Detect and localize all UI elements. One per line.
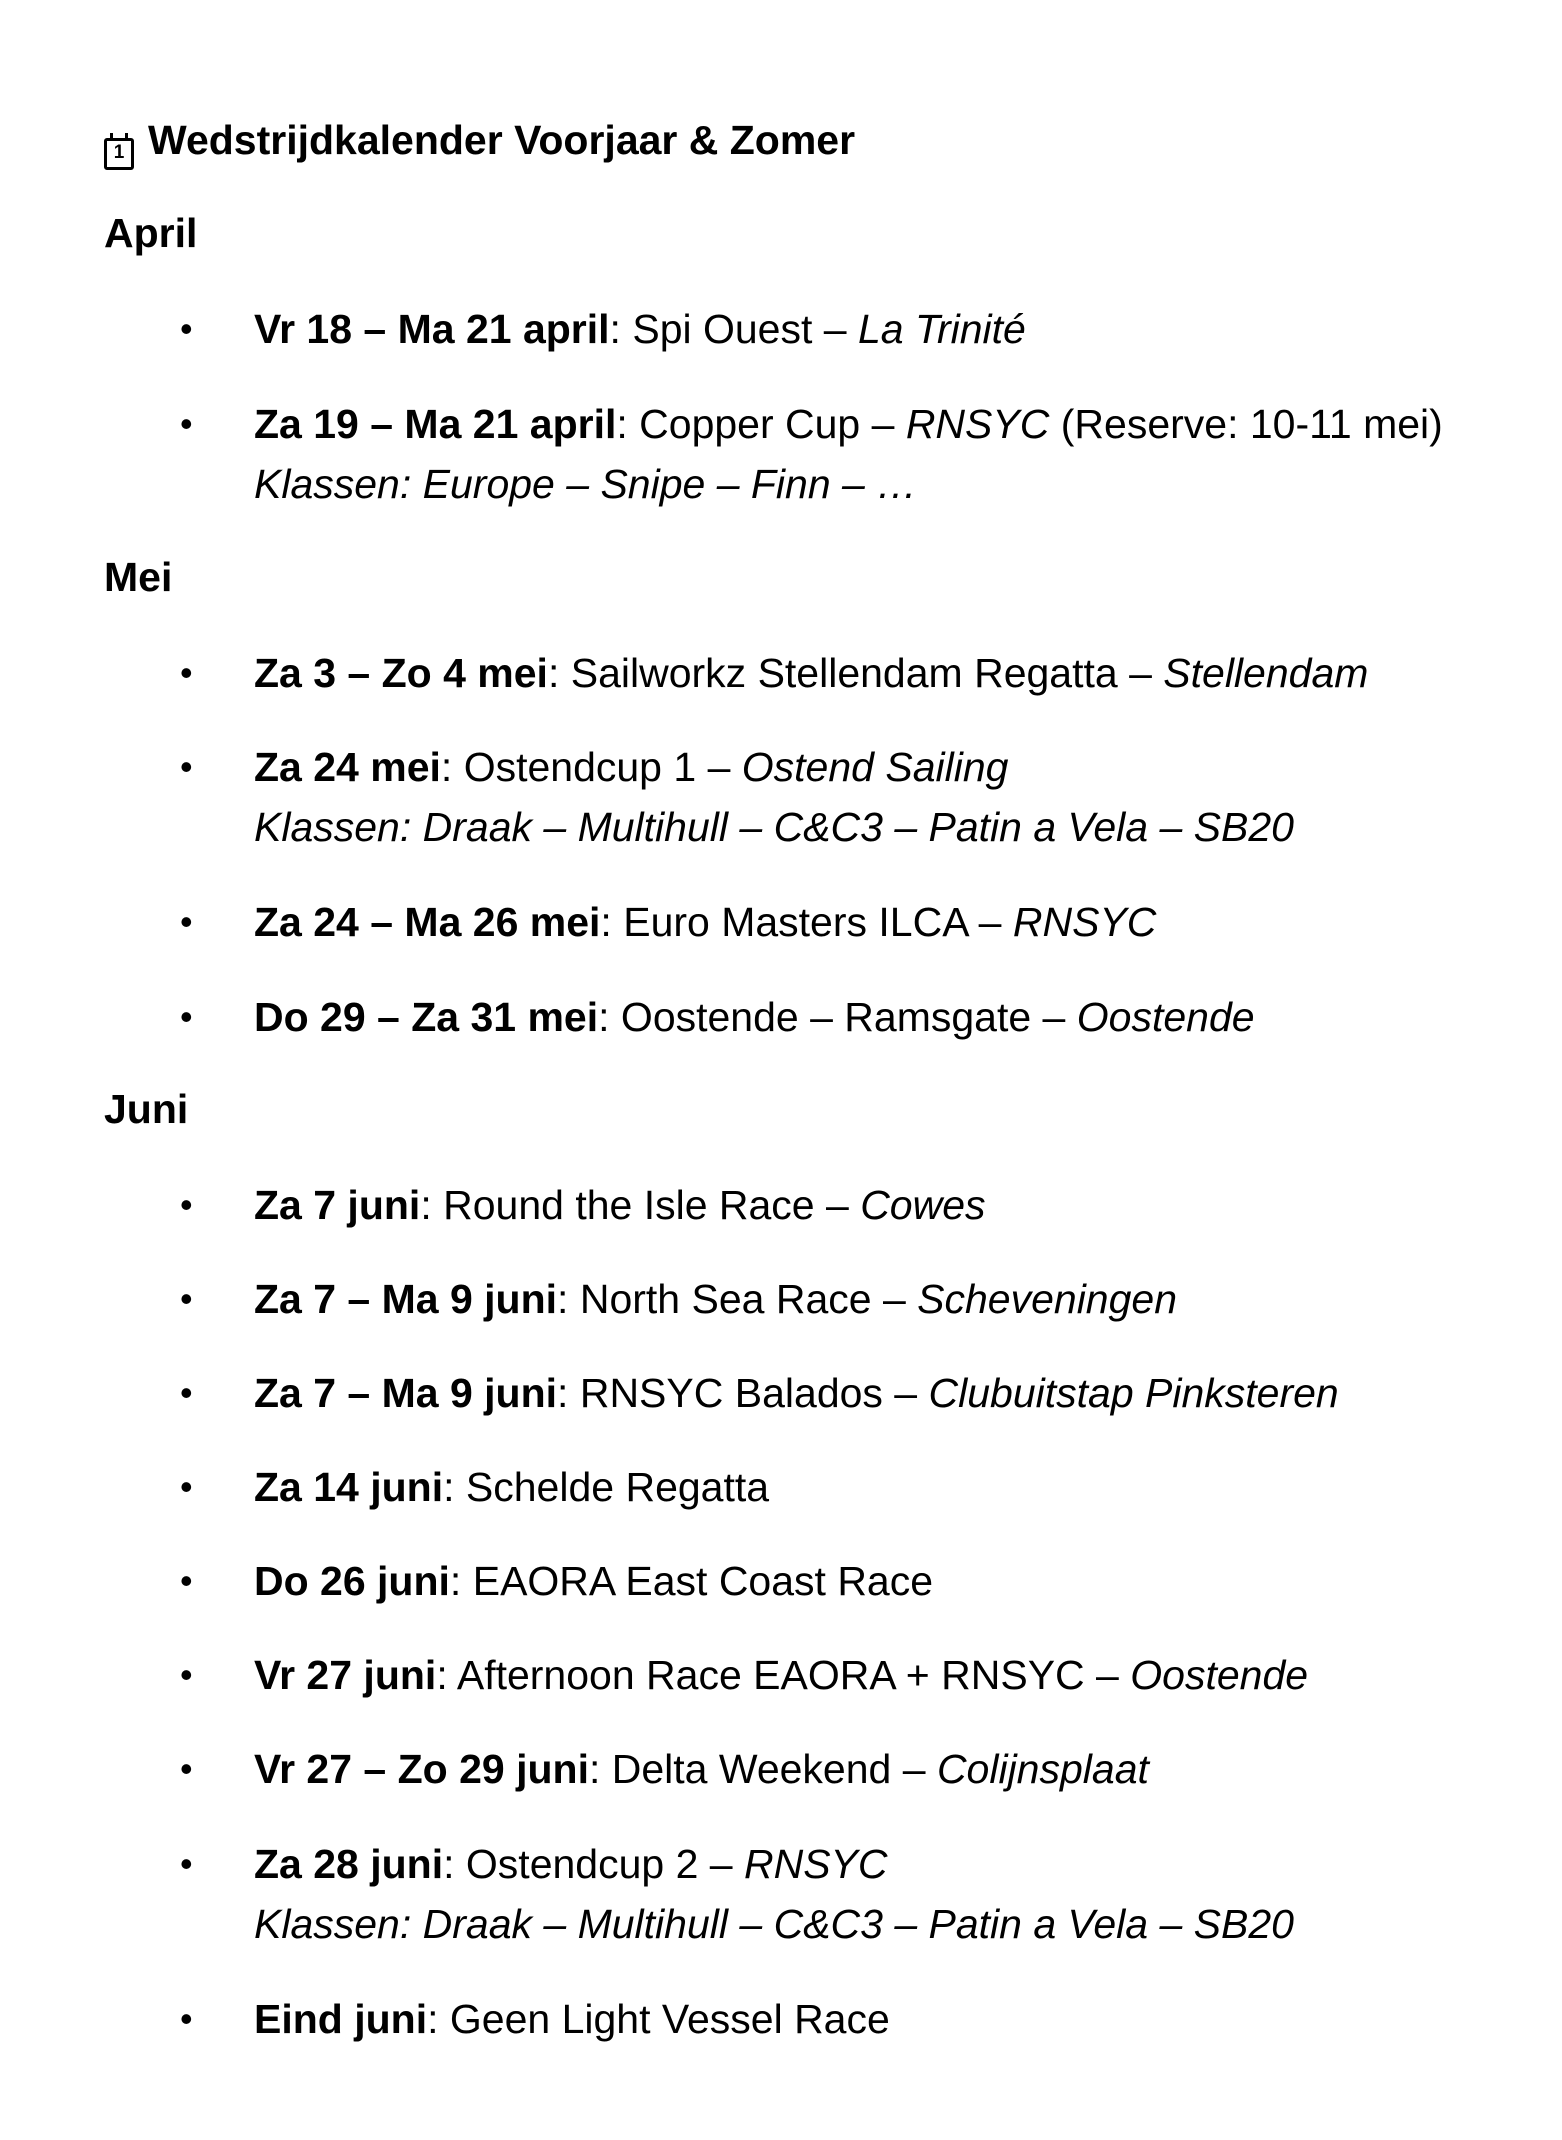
event-name: Geen Light Vessel Race bbox=[438, 1996, 890, 2042]
event-name: Ostendcup 2 – bbox=[454, 1841, 744, 1887]
bullet: • bbox=[180, 1560, 193, 1601]
event-place: RNSYC bbox=[905, 401, 1050, 447]
event-date: Vr 18 – Ma 21 april bbox=[254, 306, 610, 352]
month-heading-mei: Mei bbox=[104, 554, 173, 600]
month-heading-juni: Juni bbox=[104, 1086, 189, 1132]
separator: : bbox=[616, 401, 628, 447]
separator: : bbox=[436, 1652, 448, 1698]
calendar-icon: 1 bbox=[104, 138, 134, 170]
bullet: • bbox=[180, 1843, 193, 1884]
event-name: Sailworkz Stellendam Regatta – bbox=[559, 650, 1164, 696]
event-place: Stellendam bbox=[1163, 650, 1369, 696]
list-item bbox=[180, 892, 1157, 952]
separator: : bbox=[443, 1841, 455, 1887]
separator: : bbox=[600, 899, 612, 945]
bullet: • bbox=[180, 996, 193, 1037]
separator: : bbox=[609, 306, 621, 352]
event-place: Clubuitstap Pinksteren bbox=[928, 1370, 1339, 1416]
month-heading-april: April bbox=[104, 210, 198, 256]
event-name: Delta Weekend – bbox=[600, 1746, 937, 1792]
separator: : bbox=[598, 994, 610, 1040]
event-date: Za 7 – Ma 9 juni bbox=[254, 1276, 558, 1322]
event-name: Ostendcup 1 – bbox=[452, 744, 742, 790]
event-date: Vr 27 juni bbox=[254, 1652, 437, 1698]
separator: : bbox=[440, 744, 453, 790]
separator: : bbox=[588, 1746, 601, 1792]
separator: : bbox=[427, 1996, 439, 2042]
list-item bbox=[180, 1363, 1339, 1423]
list-item bbox=[180, 1175, 986, 1235]
bullet: • bbox=[180, 746, 193, 787]
event-date: Za 28 juni bbox=[254, 1841, 444, 1887]
separator: : bbox=[420, 1182, 432, 1228]
separator: : bbox=[547, 650, 560, 696]
list-item bbox=[180, 987, 1255, 1047]
event-date: Za 24 – Ma 26 mei bbox=[254, 899, 601, 945]
list-item bbox=[180, 1457, 770, 1517]
event-place: Oostende bbox=[1130, 1652, 1309, 1698]
event-name: Spi Ouest – bbox=[620, 306, 858, 352]
event-name: North Sea Race – bbox=[568, 1276, 918, 1322]
event-date: Za 7 juni bbox=[254, 1182, 421, 1228]
event-date: Za 24 mei bbox=[254, 744, 441, 790]
separator: : bbox=[443, 1464, 455, 1510]
event-date: Do 29 – Za 31 mei bbox=[254, 994, 599, 1040]
bullet: • bbox=[180, 1748, 193, 1789]
event-date: Za 3 – Zo 4 mei bbox=[254, 650, 548, 696]
event-place: Ostend Sailing bbox=[741, 744, 1009, 790]
list-item bbox=[180, 1551, 934, 1611]
bullet: • bbox=[180, 1998, 193, 2039]
page-title-text: Wedstrijdkalender Voorjaar & Zomer bbox=[148, 117, 856, 163]
separator: : bbox=[449, 1558, 462, 1604]
bullet: • bbox=[180, 1372, 193, 1413]
list-item bbox=[180, 1989, 890, 2049]
event-date: Vr 27 – Zo 29 juni bbox=[254, 1746, 589, 1792]
bullet: • bbox=[180, 1184, 193, 1225]
event-date: Za 7 – Ma 9 juni bbox=[254, 1370, 558, 1416]
event-name: Round the Isle Race – bbox=[431, 1182, 861, 1228]
event-date: Za 19 – Ma 21 april bbox=[254, 401, 617, 447]
event-place: Oostende bbox=[1076, 994, 1255, 1040]
event-place: RNSYC bbox=[1012, 899, 1157, 945]
bullet: • bbox=[180, 901, 193, 942]
list-item bbox=[180, 1645, 1309, 1705]
event-name: EAORA East Coast Race bbox=[461, 1558, 934, 1604]
event-place: Cowes bbox=[860, 1182, 986, 1228]
list-item bbox=[180, 299, 1026, 359]
bullet: • bbox=[180, 403, 193, 444]
event-name: Euro Masters ILCA – bbox=[611, 899, 1013, 945]
event-name: Schelde Regatta bbox=[454, 1464, 770, 1510]
bullet: • bbox=[180, 1466, 193, 1507]
event-name: Oostende – Ramsgate – bbox=[609, 994, 1077, 1040]
list-item bbox=[180, 1739, 1149, 1799]
event-classes: Klassen: Draak – Multihull – C&C3 – Patin a Vela – SB20 bbox=[254, 804, 1294, 850]
event-date: Eind juni bbox=[254, 1996, 428, 2042]
event-name: Afternoon Race EAORA + RNSYC – bbox=[447, 1652, 1131, 1698]
bullet: • bbox=[180, 1278, 193, 1319]
page-title bbox=[104, 112, 855, 170]
event-date: Do 26 juni bbox=[254, 1558, 450, 1604]
event-place: La Trinité bbox=[857, 306, 1026, 352]
bullet: • bbox=[180, 308, 193, 349]
separator: : bbox=[557, 1276, 569, 1322]
event-classes: Klassen: Europe – Snipe – Finn – … bbox=[254, 461, 918, 507]
event-place: RNSYC bbox=[743, 1841, 888, 1887]
list-item bbox=[180, 394, 1443, 514]
list-item bbox=[180, 1269, 1178, 1329]
separator: : bbox=[557, 1370, 569, 1416]
list-item bbox=[180, 643, 1369, 703]
event-date: Za 14 juni bbox=[254, 1464, 444, 1510]
list-item bbox=[180, 737, 1294, 857]
event-place: Colijnsplaat bbox=[936, 1746, 1149, 1792]
event-place: Scheveningen bbox=[917, 1276, 1178, 1322]
event-classes: Klassen: Draak – Multihull – C&C3 – Patin a Vela – SB20 bbox=[254, 1901, 1294, 1947]
event-note: (Reserve: 10-11 mei) bbox=[1049, 401, 1443, 447]
bullet: • bbox=[180, 652, 193, 693]
bullet: • bbox=[180, 1654, 193, 1695]
event-name: Copper Cup – bbox=[627, 401, 906, 447]
event-name: RNSYC Balados – bbox=[568, 1370, 929, 1416]
list-item bbox=[180, 1834, 1294, 1954]
